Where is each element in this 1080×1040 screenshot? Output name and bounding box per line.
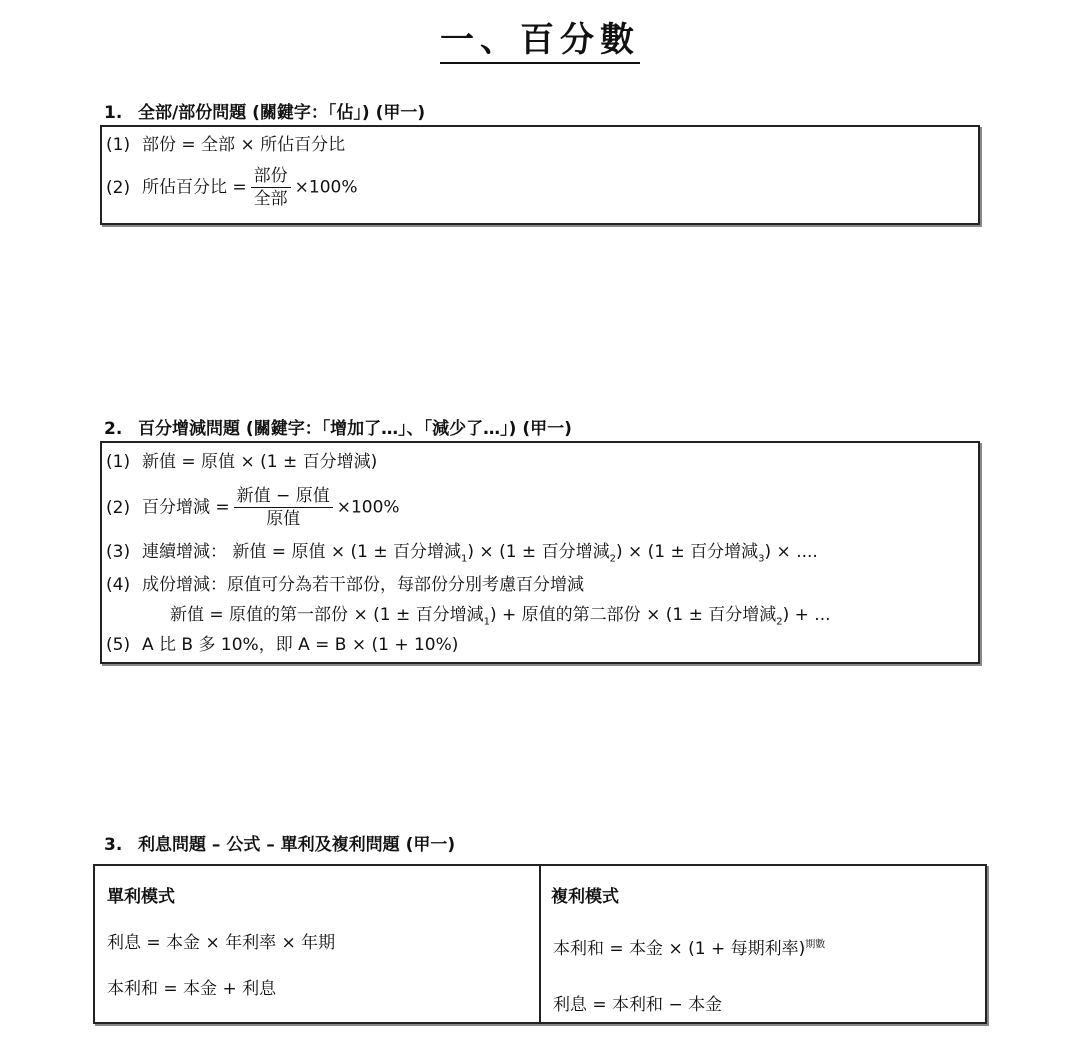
compound-interest-title: 複利模式: [551, 887, 619, 907]
simple-amount-formula: 本利和 = 本金 + 利息: [107, 979, 277, 999]
formula-label: (2): [106, 177, 131, 198]
page-title: 一、百分數: [0, 12, 1080, 61]
formula-label: (5): [106, 635, 131, 655]
section-2-formula-4b: [170, 605, 831, 632]
compound-amount-text: 本利和 = 本金 × (1 + 每期利率): [553, 939, 806, 959]
simple-interest-formula: 利息 = 本金 × 年利率 × 年期: [107, 933, 336, 953]
subscript: 3: [758, 553, 765, 565]
compound-interest-column: [541, 866, 985, 1022]
formula-lhs: 所佔百分比 =: [142, 177, 247, 198]
formula-label: (3): [106, 542, 131, 562]
section-1-formula-1: [106, 135, 345, 155]
formula-part: ) × (1 ± 百分增減: [467, 542, 610, 562]
formula-rhs: ×100%: [336, 497, 400, 518]
formula-part: 新值 = 原值的第一部份 × (1 ± 百分增減: [170, 605, 484, 625]
simple-interest-title: 單利模式: [107, 887, 175, 907]
formula-part: ) + 原值的第二部份 × (1 ± 百分增減: [489, 605, 777, 625]
section-3-heading: [104, 830, 455, 855]
formula-text: 新值 = 原值 × (1 ± 百分增減): [142, 452, 378, 472]
formula-label: (4): [106, 575, 131, 595]
subscript: 1: [483, 616, 490, 628]
fraction-denominator: 全部: [253, 189, 288, 209]
simple-interest-column: [95, 866, 541, 1022]
interest-table: [93, 864, 987, 1024]
section-2-heading-text: 百分增減問題 (關鍵字：「增加了…」、「減少了…」) (甲一): [138, 419, 572, 439]
fraction-numerator: 新值 − 原值: [234, 485, 333, 508]
formula-rhs: ×100%: [294, 177, 358, 198]
section-2-box: [100, 441, 980, 664]
section-3-number: 3.: [104, 835, 123, 855]
fraction-denominator: 原值: [266, 509, 301, 529]
section-2-number: 2.: [104, 419, 123, 439]
formula-text: A 比 B 多 10%，即 A = B × (1 + 10%): [142, 635, 459, 655]
formula-text: 成份增減：原值可分為若干部份，每部份分別考慮百分增減: [142, 575, 584, 595]
section-1-formula-2: [106, 165, 358, 210]
section-2-formula-1: [106, 452, 377, 472]
fraction-numerator: 部份: [251, 165, 291, 188]
section-1-heading-text: 全部/部份問題 (關鍵字：「佔」) (甲一): [138, 103, 426, 123]
subscript: 2: [609, 553, 616, 565]
formula-lhs: 百分增減 =: [142, 497, 230, 518]
compound-amount-formula: [553, 934, 825, 959]
section-1-number: 1.: [104, 103, 123, 123]
section-2-formula-4: [106, 575, 584, 595]
formula-part: ) + ...: [782, 605, 831, 625]
formula-part: ) × (1 ± 百分增減: [615, 542, 759, 562]
subscript: 1: [461, 553, 468, 565]
section-1-box: [100, 125, 980, 225]
formula-part: ) × ....: [764, 542, 818, 562]
section-2-formula-2: [106, 485, 400, 530]
subscript: 2: [776, 616, 783, 628]
fraction: [234, 485, 333, 530]
formula-label: (1): [106, 452, 131, 472]
formula-text: 部份 = 全部 × 所佔百分比: [142, 135, 346, 155]
section-1-heading: [104, 98, 425, 123]
section-2-formula-5: [106, 635, 458, 655]
exponent: 期數: [805, 939, 826, 951]
compound-interest-formula: 利息 = 本利和 − 本金: [553, 995, 723, 1015]
formula-label: (2): [106, 497, 131, 518]
section-3-heading-text: 利息問題 – 公式 – 單利及複利問題 (甲一): [138, 835, 456, 855]
section-2-formula-3: [106, 542, 818, 569]
formula-part: 連續增減： 新值 = 原值 × (1 ± 百分增減: [142, 542, 462, 562]
fraction: [251, 165, 291, 210]
section-2-heading: [104, 414, 572, 439]
formula-label: (1): [106, 135, 131, 155]
